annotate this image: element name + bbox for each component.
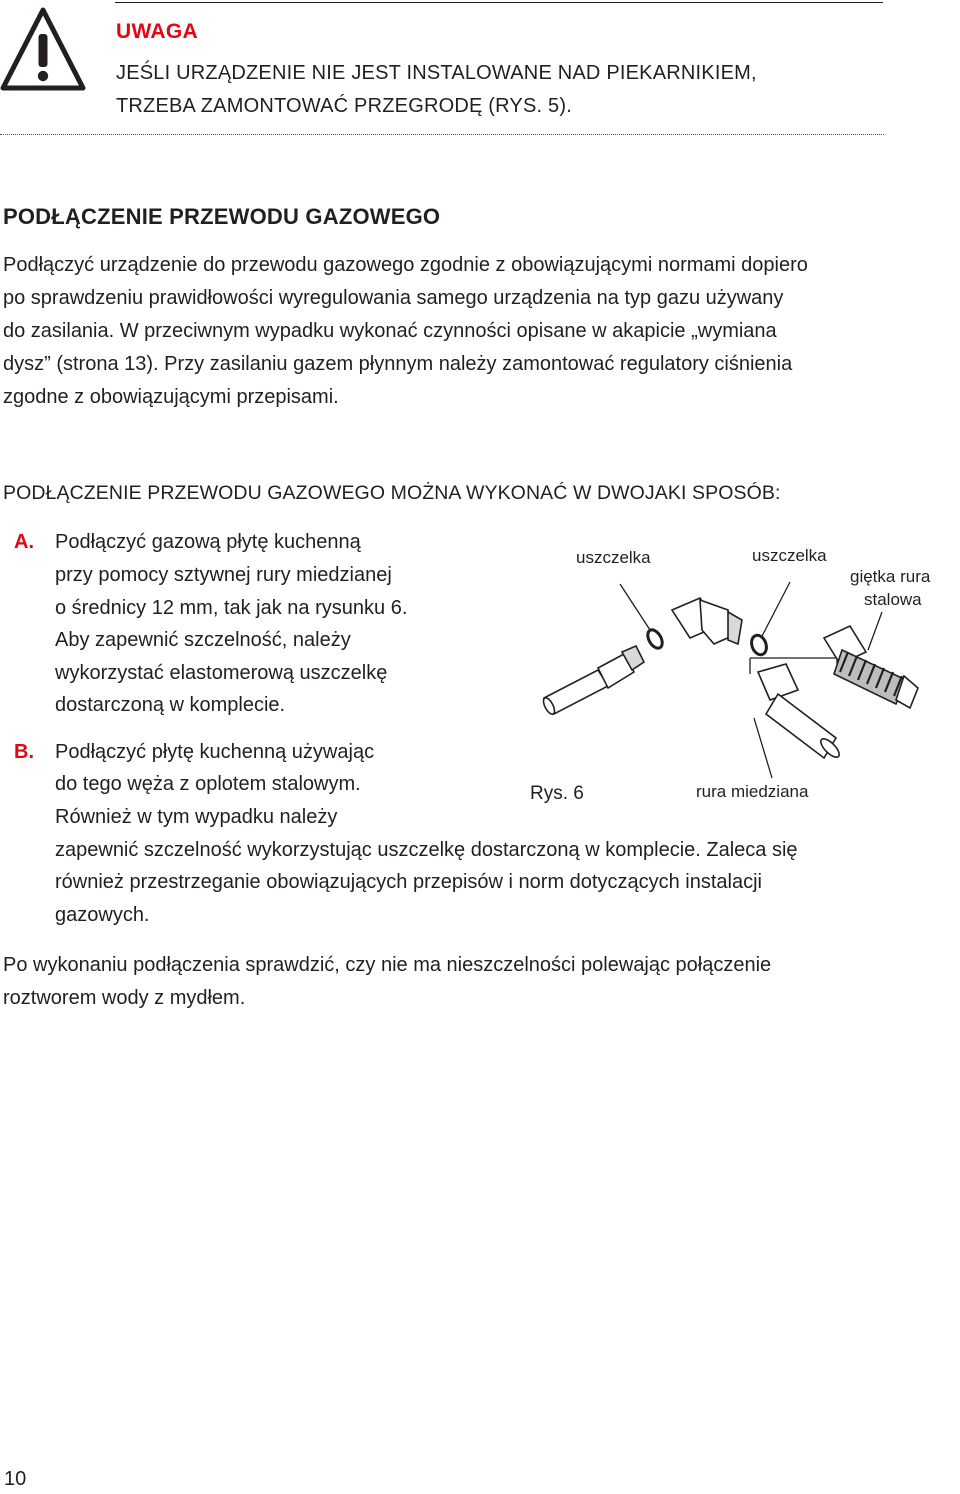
method-a-marker: A. [14,531,34,553]
method-b-marker: B. [14,741,34,763]
paragraph-line: dysz” (strona 13). Przy zasilaniu gazem płynnym należy zamontować regulatory ciśnienia [3,353,793,375]
method-b-line: również przestrzeganie obowiązujących przepisów i norm dotyczących instalacji [55,871,762,893]
method-b-line: Również w tym wypadku należy [55,806,338,828]
page-number: 10 [4,1468,27,1490]
figure-label-gasket: uszczelka [576,548,651,567]
method-a-line: dostarczoną w komplecie. [55,694,286,716]
figure-caption: Rys. 6 [530,783,584,804]
method-a-line: wykorzystać elastomerową uszczelkę [55,662,388,684]
method-b-line: Podłączyć płytę kuchenną używając [55,741,375,763]
paragraph-line: do zasilania. W przeciwnym wypadku wykonać czynności opisane w akapicie „wymiana [3,320,777,342]
top-rule [115,2,883,3]
section-heading: PODŁĄCZENIE PRZEWODU GAZOWEGO [3,204,441,229]
paragraph-line: Podłączyć urządzenie do przewodu gazowego zgodnie z obowiązującymi normami dopiero [3,254,808,276]
warning-title: UWAGA [116,20,198,43]
method-a-line: o średnicy 12 mm, tak jak na rysunku 6. [55,597,408,619]
paragraph-line: zgodne z obowiązującymi przepisami. [3,386,339,408]
figure-label-copper-pipe: rura miedziana [696,782,809,801]
methods-heading: PODŁĄCZENIE PRZEWODU GAZOWEGO MOŻNA WYKONAĆ W DWOJAKI SPOSÓB: [3,482,781,504]
warning-line-1: JEŚLI URZĄDZENIE NIE JEST INSTALOWANE NAD PIEKARNIKIEM, [116,62,757,84]
paragraph-line: roztworem wody z mydłem. [3,987,246,1009]
method-a-line: przy pomocy sztywnej rury miedzianej [55,564,392,586]
method-b-line: do tego węża z oplotem stalowym. [55,773,361,795]
section-paragraph [3,249,959,414]
method-b-line: zapewnić szczelność wykorzystując uszczelkę dostarczoną w komplecie. Zaleca się [55,839,798,861]
method-a-line: Podłączyć gazową płytę kuchenną [55,531,361,553]
closing-paragraph [3,949,959,1015]
figure-label-flexible-hose: giętka rura [850,567,931,586]
paragraph-line: Po wykonaniu podłączenia sprawdzić, czy nie ma nieszczelności polewając połączenie [3,954,772,976]
figure-label-gasket: uszczelka [752,546,827,565]
method-a-line: Aby zapewnić szczelność, należy [55,629,351,651]
warning-line-2: TRZEBA ZAMONTOWAĆ PRZEGRODĘ (RYS. 5). [116,95,572,117]
warning-triangle-icon [0,6,86,94]
figure-label-flexible-hose: stalowa [864,590,922,609]
paragraph-line: po sprawdzeniu prawidłowości wyregulowania samego urządzenia na typ gazu używany [3,287,784,309]
dotted-divider [0,134,884,135]
method-b-line: gazowych. [55,904,150,926]
